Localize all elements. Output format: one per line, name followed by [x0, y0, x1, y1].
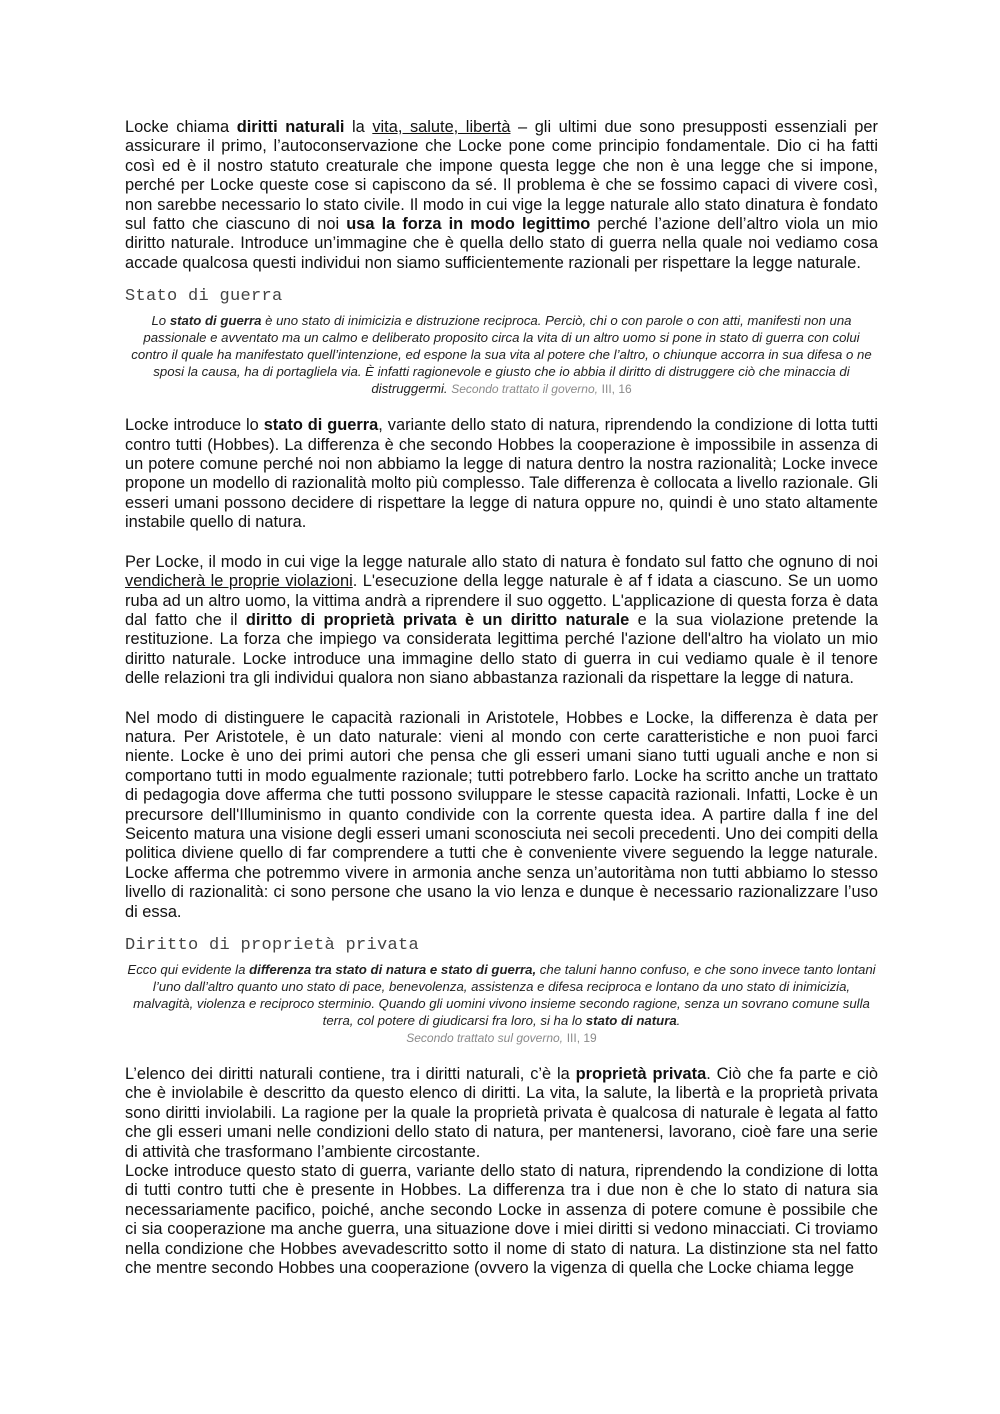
quote-citation: Secondo trattato il governo, [451, 382, 598, 397]
section-heading-stato-di-guerra: Stato di guerra [125, 287, 283, 307]
paragraph-diritti-naturali: Locke chiama diritti naturali la vita, salute, libertà – gli ultimi due sono presupposti essenziali per assicurare il primo, l’autoconservazione che Locke pone come principio fondamentale. Dio ci ha fatti così ed è il nostro statuto creaturale che impone questa legge che non è una legge che si impone, perché per Locke queste cose si capiscono da sé. Il problema è che se fossimo capaci di vivere così, non sarebbe necessario lo stato civile. Il modo in cui vige la legge naturale allo stato dinatura è fondato sul fatto che ciascuno di noi usa la forza in modo legittimo perché l’azione dell’altro viola un mio diritto naturale. Introduce un’immagine che è quella dello stato di guerra nella quale noi vediamo cosa accade qualcosa questi individui non siamo sufficientemente razionali per rispettare la legge naturale. [125, 118, 878, 272]
quote-stato-di-guerra: Lo stato di guerra è uno stato di inimicizia e distruzione reciproca. Perciò, chi o con parole o con atti, manifesti non una passionale e avventato ma un calmo e deliberato proposito circa la vita di un altro uomo si pone in stato di guerra con colui contro il quale ha manifestato quell’intenzione, ed espone la sua vita al potere che l’altro, o chiunque accorra in sua difesa o ne sposi la causa, ha di portagliela via. È infatti ragionevole e giusto che io abbia il diritto di distruggere ciò che minaccia di distruggermi. Secondo trattato il governo, III, 16 [131, 313, 872, 397]
paragraph-elenco-diritti: L’elenco dei diritti naturali contiene, tra i diritti naturali, c’è la proprietà privata. Ciò che fa parte e ciò che è inviolabile è descritto da questo elenco di diritti. La vita, la salute, la libertà e la proprietà privata sono diritti inviolabili. La ragione per la quale la proprietà privata è qualcosa di naturale è legata al fatto che gli esseri umani nelle condizioni dello stato di natura, per mantenersi, lavorano, cioè fare una serie di attività che trasformano l’ambiente circostante. [125, 1065, 878, 1161]
quote-citation: Secondo trattato sul governo, [406, 1031, 564, 1045]
paragraph-hobbes-locke: Locke introduce questo stato di guerra, variante dello stato di natura, riprendendo la condizione di lotta di tutti contro tutti che è presente in Hobbes. La differenza tra i due non è che lo stato di natura sia necessariamente pacifico, poiché, anche secondo Locke in assenza di potere comune è possibile che ci sia cooperazione ma anche guerra, una situazione dove i miei diritti si vedono minacciati. Ci troviamo nella condizione che Hobbes avevadescritto sotto il nome di stato di natura. La distinzione sta nel fatto che mentre secondo Hobbes una cooperazione (ovvero la vigenza di quella che Locke chiama legge [125, 1162, 878, 1278]
section-heading-proprieta-privata: Diritto di proprietà privata [125, 936, 420, 955]
paragraph-capacita-razionali: Nel modo di distinguere le capacità razionali in Aristotele, Hobbes e Locke, la differenza è data per natura. Per Aristotele, è un dato naturale: vieni al mondo con certe caratteristiche e non puoi farci niente. Locke è uno dei primi autori che pensa che gli esseri umani siano tutti uguali anche e non si comportano tutti in modo egualmente razionale; tutti potrebbero farlo. Locke ha scritto anche un trattato di pedagogia dove afferma che tutti possono sviluppare le stesse capacità razionali. Infatti, Locke è un precursore dell'Illuminismo in quanto condivide con la corrente questa idea. A partire dalla f ine del Seicento matura una visione degli esseri umani sconosciuta nei secoli precedenti. Uno dei compiti della politica diviene quello di far comprendere a tutti che è conveniente vivere seguendo la legge naturale. Locke afferma che potremmo vivere in armonia anche senza un’autoritàma non tutti abbiamo lo stesso livello di razionalità: ci sono persone che usano la vio lenza e dunque è necessario razionalizzare l’uso di essa. [125, 708, 878, 921]
paragraph-stato-di-guerra: Locke introduce lo stato di guerra, variante dello stato di natura, riprendendo la condizione di lotta tutti contro tutti (Hobbes). La differenza è che secondo Hobbes la cooperazione è impossibile in assenza di un potere comune perché noi non abbiamo la legge di natura dentro la nostra razionalità; Locke invece propone un modello di razionalità molto più complesso. Tale differenza è collocata a livello razionale. Gli esseri umani possono decidere di rispettare la legge di natura oppure no, quindi è uno stato altamente instabile quello di natura. [125, 416, 878, 532]
document-page [125, 118, 878, 1278]
quote-citation-number: III, 16 [601, 382, 632, 397]
spacer [125, 689, 878, 709]
quote-citation-number: III, 19 [566, 1031, 597, 1045]
quote-proprieta-privata: Ecco qui evidente la differenza tra stato di natura e stato di guerra, che taluni hanno confuso, e che sono invece tanto lontani l’uno dall’altro quanto uno stato di pace, benevolenza, assistenza e difesa reciproca e lontano da uno stato di inimicizia, malvagità, violenza e reciproco sterminio. Quando gli uomini vivono insieme secondo ragione, senza un sovrano comune sulla terra, col potere di giudicarsi fra loro, si ha lo stato di natura. Secondo trattato sul governo, III, 19 [127, 962, 876, 1045]
paragraph-legge-naturale: Per Locke, il modo in cui vige la legge naturale allo stato di natura è fondato sul fatto che ognuno di noi vendicherà le proprie violazioni. L'esecuzione della legge naturale è af f idata a ciascuno. Se un uomo ruba ad un altro uomo, la vittima andrà a riprendere il suo oggetto. L'applicazione di questa forza è data dal fatto che il diritto di proprietà privata è un diritto naturale e la sua violazione pretende la restituzione. La forza che impiego va considerata legittima perché l'azione dell'altro ha violato un mio diritto naturale. Locke introduce una immagine dello stato di guerra in cui vediamo quale è il tenore delle relazioni tra gli individui qualora non siano abbastanza razionali da rispettare la legge di natura. [125, 552, 878, 688]
spacer [125, 533, 878, 553]
